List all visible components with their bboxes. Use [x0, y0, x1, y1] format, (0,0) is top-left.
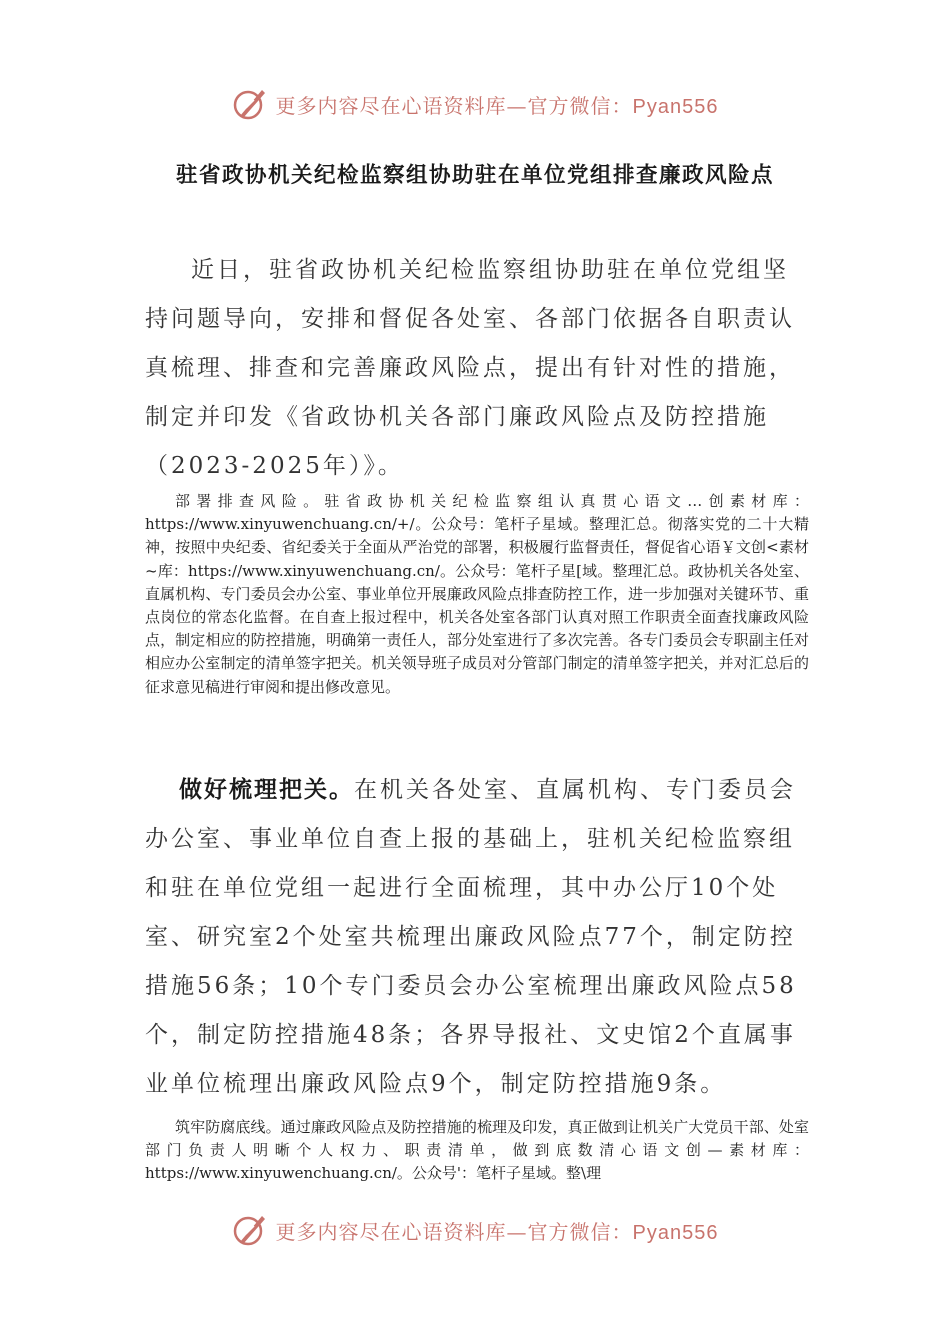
- review-body: 在机关各处室、直属机构、专门委员会办公室、事业单位自查上报的基础上，驻机关纪检监察组和驻在单位党组一起进行全面梳理，其中办公厅10个处室、研究室2个处室共梳理出廉政风险点77个，制定防控措施56条；10个专门委员会办公室梳理出廉政风险点58个，制定防控措施48条；各界导报社、文史馆2个直属事业单位梳理出廉政风险点9个，制定防控措施9条。: [145, 777, 797, 1097]
- banner-text: [276, 90, 719, 119]
- banner-caption: 更多内容尽在心语资料库—官方微信：: [275, 93, 633, 118]
- page-title: 驻省政协机关纪检监察组协助驻在单位党组排查廉政风险点: [175, 163, 774, 188]
- wechat-handle: Pyan556: [632, 95, 719, 118]
- quill-pen-icon: [232, 86, 268, 122]
- banner-text: [276, 1216, 719, 1245]
- defense-paragraph: 筑牢防腐底线。通过廉政风险点及防控措施的梳理及印发，真正做到让机关广大党员干部、处室部门负责人明晰个人权力、职责清单，做到底数清心语文创—素材库：https://www.xinyuwenchuang.cn/。公众号'：笔杆子星域。整\理: [145, 1118, 809, 1183]
- intro-paragraph: 近日，驻省政协机关纪检监察组协助驻在单位党组坚持问题导向，安排和督促各处室、各部门依据各自职责认真梳理、排查和完善廉政风险点，提出有针对性的措施，制定并印发《省政协机关各部门廉政风险点及防控措施（2023-2025年）》。: [145, 257, 795, 479]
- review-lead: 做好梳理把关。: [179, 777, 354, 803]
- header-banner: [0, 82, 950, 126]
- footer-banner: [0, 1208, 950, 1252]
- banner-caption: 更多内容尽在心语资料库—官方微信：: [275, 1219, 633, 1244]
- deploy-paragraph: 部署排查风险。驻省政协机关纪检监察组认真贯心语文…创素材库：https://www.xinyuwenchuang.cn/+/。公众号：笔杆子星域。整理汇总。彻落实党的二十大精神，按照中央纪委、省纪委关于全面从严治党的部署，积极履行监督责任，督促省心语￥文创<素材~库：https://www.xinyuwenchuang.cn/。公众号：笔杆子星[域。整理汇总。政协机关各处室、直属机构、专门委员会办公室、事业单位开展廉政风险点排查防控工作，进一步加强对关键环节、重点岗位的常态化监督。在自查上报过程中，机关各处室各部门认真对照工作职责全面查找廉政风险点，制定相应的防控措施，明确第一责任人，部分处室进行了多次完善。各专门委员会专职副主任对相应办公室制定的清单签字把关。机关领导班子成员对分管部门制定的清单签字把关，并对汇总后的征求意见稿进行审阅和提出修改意见。: [145, 492, 809, 696]
- quill-pen-icon: [232, 1212, 268, 1248]
- review-paragraph: [145, 766, 810, 1109]
- wechat-handle: Pyan556: [632, 1221, 719, 1244]
